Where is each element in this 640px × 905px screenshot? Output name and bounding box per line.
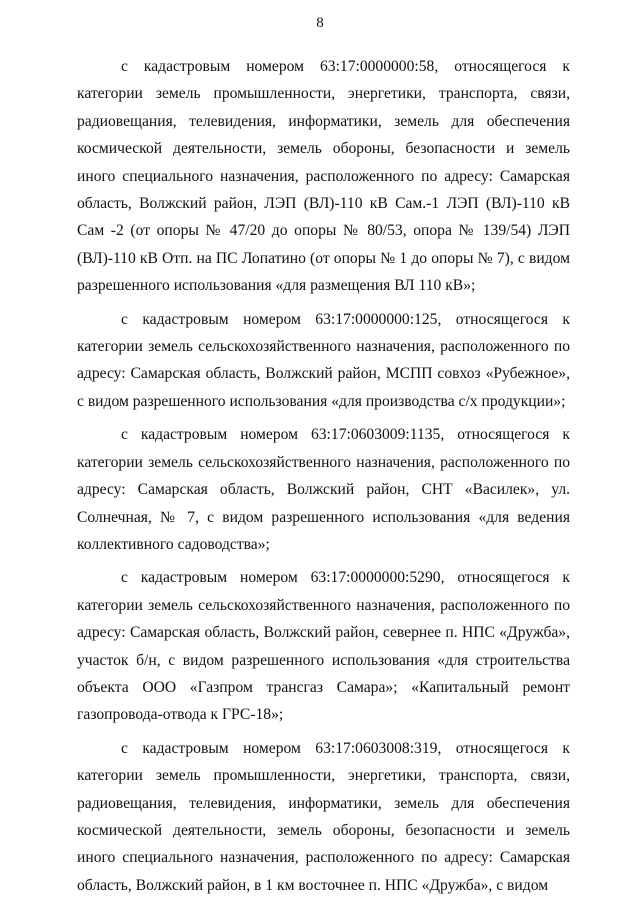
paragraph-cadastral-58: с кадастровым номером 63:17:0000000:58, относящегося к категории земель промышленности, энергетики, транспорта, связи, радиовещания, телевидения, информатики, земель для обеспечения космической деятельности, земель обороны, безопасности и земель иного специального назначения, расположенного по адресу: Самарская область, Волжский район, ЛЭП (ВЛ)-110 кВ Сам.-1 ЛЭП (ВЛ)-110 кВ Сам -2 (от опоры № 47/20 до опоры № 80/53, опора № 139/54) ЛЭП (ВЛ)-110 кВ Отп. на ПС Лопатино (от опоры № 1 до опоры № 7), с видом разрешенного использования «для размещения ВЛ 110 кВ»; bbox=[77, 58, 570, 295]
paragraph-cadastral-5290: с кадастровым номером 63:17:0000000:5290, относящегося к категории земель сельскохозяйственного назначения, расположенного по адресу: Самарская область, Волжский район, севернее п. НПС «Дружба», участок б/н, с видом разрешенного использования «для строительства объекта ООО «Газпром трансгаз Самара»; «Капитальный ремонт газопровода-отвода к ГРС-18»; bbox=[77, 569, 570, 724]
paragraph-cadastral-125: с кадастровым номером 63:17:0000000:125, относящегося к категории земель сельскохозяйственного назначения, расположенного по адресу: Самарская область, Волжский район, МСПП совхоз «Рубежное», с видом разрешенного использования «для производства с/х продукции»; bbox=[77, 310, 570, 410]
page-number: 8 bbox=[316, 15, 324, 31]
paragraph-cadastral-319: с кадастровым номером 63:17:0603008:319, относящегося к категории земель промышленности, энергетики, транспорта, связи, радиовещания, телевидения, информатики, земель для обеспечения космической деятельности, земель обороны, безопасности и земель иного специального назначения, расположенного по адресу: Самарская область, Волжский район, в 1 км восточнее п. НПС «Дружба», с видом bbox=[77, 739, 570, 894]
paragraph-cadastral-1135: с кадастровым номером 63:17:0603009:1135, относящегося к категории земель сельскохозяйственного назначения, расположенного по адресу: Самарская область, Волжский район, СНТ «Василек», ул. Солнечная, № 7, с видом разрешенного использования «для ведения коллективного садоводства»; bbox=[77, 426, 570, 553]
document-body bbox=[77, 53, 570, 905]
